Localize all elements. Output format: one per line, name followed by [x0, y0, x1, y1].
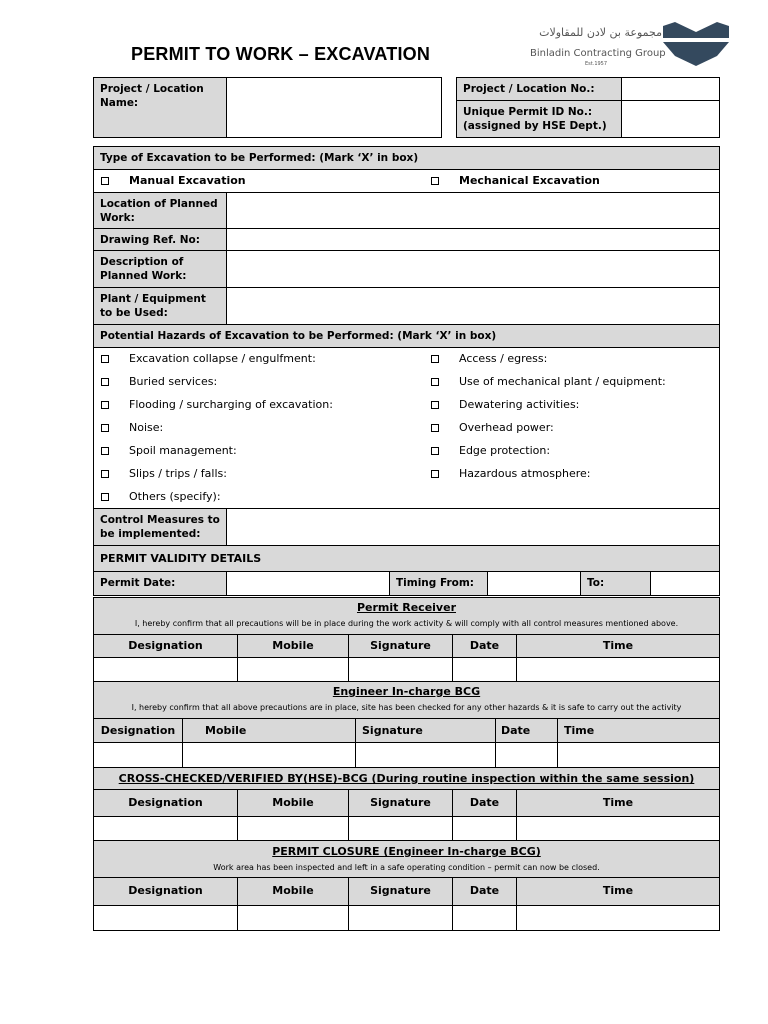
- receiver-col-signature: Signature: [348, 634, 453, 658]
- checkbox-icon: [101, 401, 109, 409]
- receiver-col-designation: Designation: [93, 634, 238, 658]
- engineer-date-field[interactable]: [495, 742, 558, 768]
- permit-date-label: Permit Date:: [93, 571, 227, 596]
- permit-date-field[interactable]: [226, 571, 390, 596]
- checkbox-icon: [431, 470, 439, 478]
- checkbox-icon: [101, 177, 109, 185]
- crosscheck-designation-field[interactable]: [93, 816, 238, 841]
- closure-col-designation: Designation: [93, 877, 238, 906]
- engineer-col-signature: Signature: [355, 718, 496, 743]
- checkbox-icon: [431, 447, 439, 455]
- crosscheck-col-time: Time: [516, 789, 720, 817]
- closure-text: Work area has been inspected and left in a safe operating condition – permit can now be closed.: [213, 863, 600, 872]
- engineer-signature-field[interactable]: [355, 742, 496, 768]
- receiver-section-header: [93, 597, 720, 635]
- receiver-col-time: Time: [516, 634, 720, 658]
- engineer-text: I, hereby confirm that all above precautions are in place, site has been checked for any other hazards & it is safe to carry out the activity: [131, 703, 682, 712]
- timing-to-label: To:: [580, 571, 651, 596]
- hazards-header: Potential Hazards of Excavation to be Performed: (Mark ‘X’ in box): [93, 324, 720, 348]
- closure-date-field[interactable]: [452, 905, 517, 931]
- excavation-type-row: Manual Excavation Mechanical Excavation: [93, 169, 720, 193]
- crosscheck-mobile-field[interactable]: [237, 816, 349, 841]
- crosscheck-title: CROSS-CHECKED/VERIFIED BY(HSE)-BCG (During routine inspection within the same session): [93, 767, 720, 790]
- checkbox-icon: [431, 401, 439, 409]
- location-field[interactable]: [226, 192, 720, 229]
- engineer-designation-field[interactable]: [93, 742, 183, 768]
- crosscheck-signature-field[interactable]: [348, 816, 453, 841]
- closure-col-time: Time: [516, 877, 720, 906]
- receiver-col-mobile: Mobile: [237, 634, 349, 658]
- excavation-type-header: Type of Excavation to be Performed: (Mark ‘X’ in box): [93, 146, 720, 170]
- permit-id-field[interactable]: [621, 100, 720, 138]
- logo-latin-text: Binladin Contracting Group: [530, 48, 666, 59]
- page-title: PERMIT TO WORK – EXCAVATION: [131, 44, 431, 64]
- logo-arabic-text: مجموعة بن لادن للمقاولات: [539, 26, 662, 39]
- engineer-mobile-field[interactable]: [182, 742, 356, 768]
- receiver-title: Permit Receiver: [356, 601, 456, 614]
- timing-from-label: Timing From:: [389, 571, 488, 596]
- crosscheck-col-signature: Signature: [348, 789, 453, 817]
- engineer-section-header: [93, 681, 720, 719]
- engineer-col-designation: Designation: [93, 718, 183, 743]
- closure-designation-field[interactable]: [93, 905, 238, 931]
- crosscheck-col-mobile: Mobile: [237, 789, 349, 817]
- crosscheck-col-designation: Designation: [93, 789, 238, 817]
- checkbox-icon: [431, 424, 439, 432]
- receiver-col-date: Date: [452, 634, 517, 658]
- logo-est-text: Est.1957: [585, 61, 608, 67]
- engineer-col-time: Time: [557, 718, 720, 743]
- logo-mark-icon: [661, 22, 731, 68]
- engineer-col-date: Date: [495, 718, 558, 743]
- checkbox-icon: [431, 177, 439, 185]
- closure-mobile-field[interactable]: [237, 905, 349, 931]
- description-label: Description of Planned Work:: [93, 250, 227, 288]
- control-measures-field[interactable]: [226, 508, 720, 546]
- description-field[interactable]: [226, 250, 720, 288]
- closure-col-signature: Signature: [348, 877, 453, 906]
- checkbox-icon: [101, 424, 109, 432]
- drawing-label: Drawing Ref. No:: [93, 228, 227, 251]
- checkbox-icon: [101, 493, 109, 501]
- hazards-list: Excavation collapse / engulfment: Buried services: Flooding / surcharging of excavation: Noise: Spoil management: Slips / trips / falls: Others (specify): Access / egress: Use of mechanical plant / equipment: Dewatering activities: Overhead power: Edge protection: Hazardous atmosphere:: [93, 347, 720, 509]
- receiver-designation-field[interactable]: [93, 657, 238, 682]
- closure-col-mobile: Mobile: [237, 877, 349, 906]
- checkbox-icon: [431, 355, 439, 363]
- engineer-col-mobile: Mobile: [182, 718, 356, 743]
- closure-section-header: [93, 840, 720, 878]
- receiver-time-field[interactable]: [516, 657, 720, 682]
- checkbox-icon: [431, 378, 439, 386]
- project-no-label: Project / Location No.:: [456, 77, 622, 101]
- closure-col-date: Date: [452, 877, 517, 906]
- receiver-text: I, hereby confirm that all precautions will be in place during the work activity & will comply with all control measures mentioned above.: [134, 619, 679, 628]
- checkbox-icon: [101, 355, 109, 363]
- closure-title: PERMIT CLOSURE (Engineer In-charge BCG): [272, 845, 541, 858]
- checkbox-icon: [101, 447, 109, 455]
- location-label: Location of Planned Work:: [93, 192, 227, 229]
- closure-signature-field[interactable]: [348, 905, 453, 931]
- checkbox-icon: [101, 470, 109, 478]
- receiver-signature-field[interactable]: [348, 657, 453, 682]
- project-name-field[interactable]: [226, 77, 442, 138]
- project-no-field[interactable]: [621, 77, 720, 101]
- timing-from-field[interactable]: [487, 571, 581, 596]
- closure-time-field[interactable]: [516, 905, 720, 931]
- plant-field[interactable]: [226, 287, 720, 325]
- engineer-title: Engineer In-charge BCG: [332, 685, 481, 698]
- plant-label: Plant / Equipment to be Used:: [93, 287, 227, 325]
- crosscheck-date-field[interactable]: [452, 816, 517, 841]
- crosscheck-time-field[interactable]: [516, 816, 720, 841]
- company-logo: [528, 22, 730, 68]
- receiver-mobile-field[interactable]: [237, 657, 349, 682]
- crosscheck-col-date: Date: [452, 789, 517, 817]
- permit-id-label: Unique Permit ID No.: (assigned by HSE Dept.): [456, 100, 622, 138]
- checkbox-icon: [101, 378, 109, 386]
- engineer-time-field[interactable]: [557, 742, 720, 768]
- validity-header: PERMIT VALIDITY DETAILS: [93, 545, 720, 572]
- control-measures-label: Control Measures to be implemented:: [93, 508, 227, 546]
- project-name-label: Project / Location Name:: [93, 77, 227, 138]
- receiver-date-field[interactable]: [452, 657, 517, 682]
- timing-to-field[interactable]: [650, 571, 720, 596]
- drawing-field[interactable]: [226, 228, 720, 251]
